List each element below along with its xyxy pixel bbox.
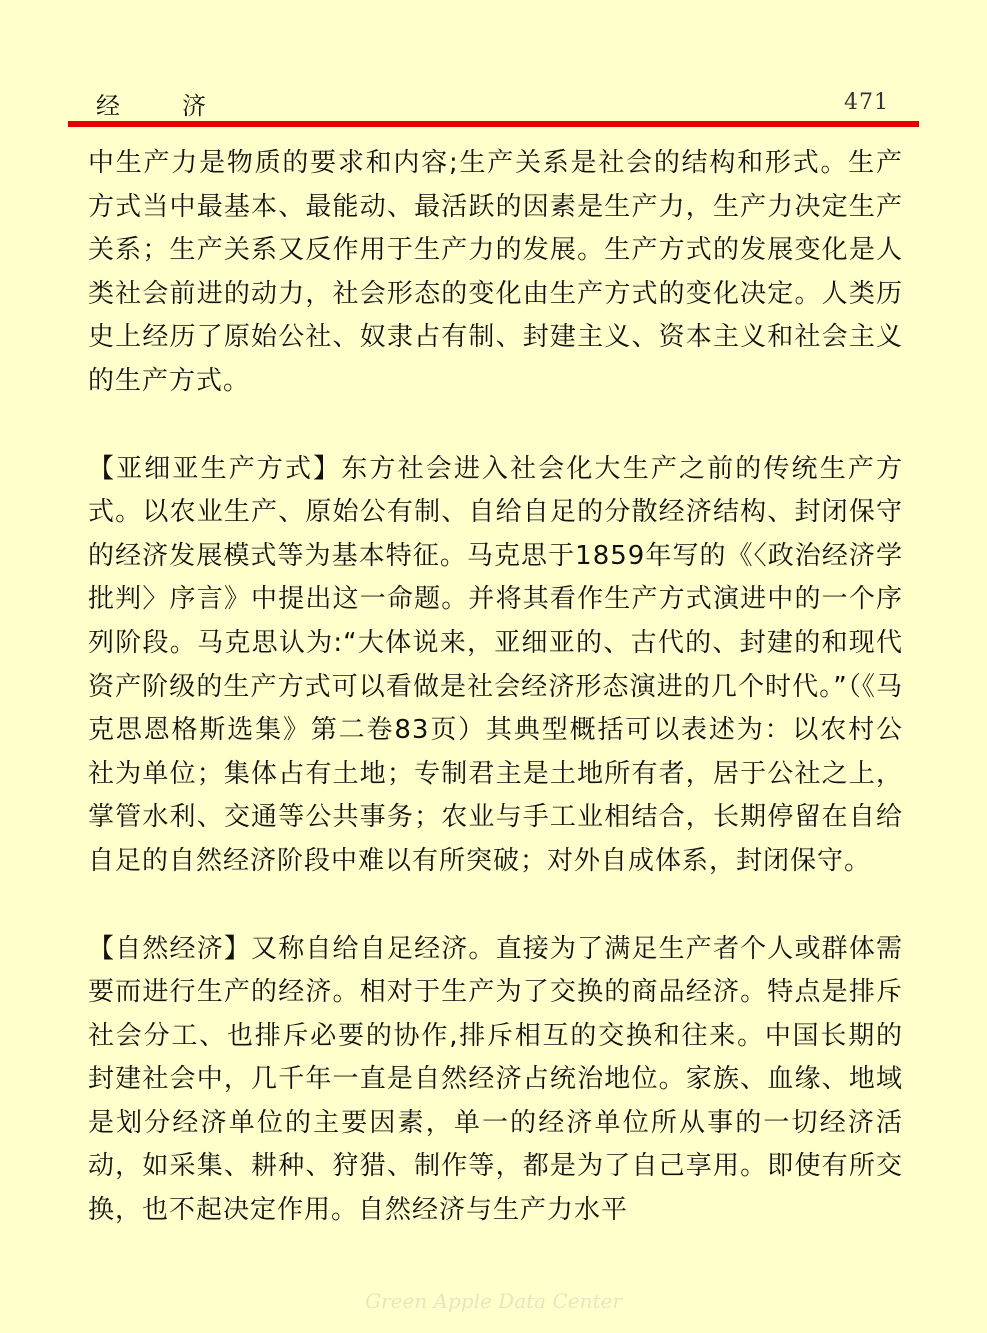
watermark: Green Apple Data Center (365, 1289, 622, 1313)
paragraph-production-mode: 中生产力是物质的要求和内容;生产关系是社会的结构和形式。生产方式当中最基本、最能动、最活跃的因素是生产力，生产力决定生产关系；生产关系又反作用于生产力的发展。生产方式的发展变化是人类社会前进的动力，社会形态的变化由生产方式的变化决定。人类历史上经历了原始公社、奴隶占有制、封建主义、资本主义和社会主义的生产方式。 (88, 148, 903, 396)
section-title: 经济 (96, 92, 268, 120)
entry-natural-economy: 【自然经济】又称自给自足经济。直接为了满足生产者个人或群体需要而进行生产的经济。相对于生产为了交换的商品经济。特点是排斥社会分工、也排斥必要的协作,排斥相互的交换和往来。中国长期的封建社会中，几千年一直是自然经济占统治地位。家族、血缘、地域是划分经济单位的主要因素，单一的经济单位所从事的一切经济活动，如采集、耕种、狩猎、制作等，都是为了自己享用。即使有所交换，也不起决定作用。自然经济与生产力水平 (88, 933, 903, 1226)
entry-asiatic-mode-of-production: 【亚细亚生产方式】东方社会进入社会化大生产之前的传统生产方式。以农业生产、原始公有制、自给自足的分散经济结构、封闭保守的经济发展模式等为基本特征。马克思于1859年写的《〈政治经济学批判〉序言》中提出这一命题。并将其看作生产方式演进中的一个序列阶段。马克思认为:“大体说来，亚细亚的、古代的、封建的和现代资产阶级的生产方式可以看做是社会经济形态演进的几个时代。”（《马克思恩格斯选集》第二卷83页）其典型概括可以表述为：以农村公社为单位；集体占有土地；专制君主是土地所有者，居于公社之上，掌管水利、交通等公共事务；农业与手工业相结合，长期停留在自给自足的自然经济阶段中难以有所突破；对外自成体系，封闭保守。 (88, 453, 903, 876)
page-header (68, 80, 919, 120)
page-number: 471 (844, 90, 889, 115)
body-text (88, 142, 903, 1233)
header-divider (68, 121, 919, 127)
